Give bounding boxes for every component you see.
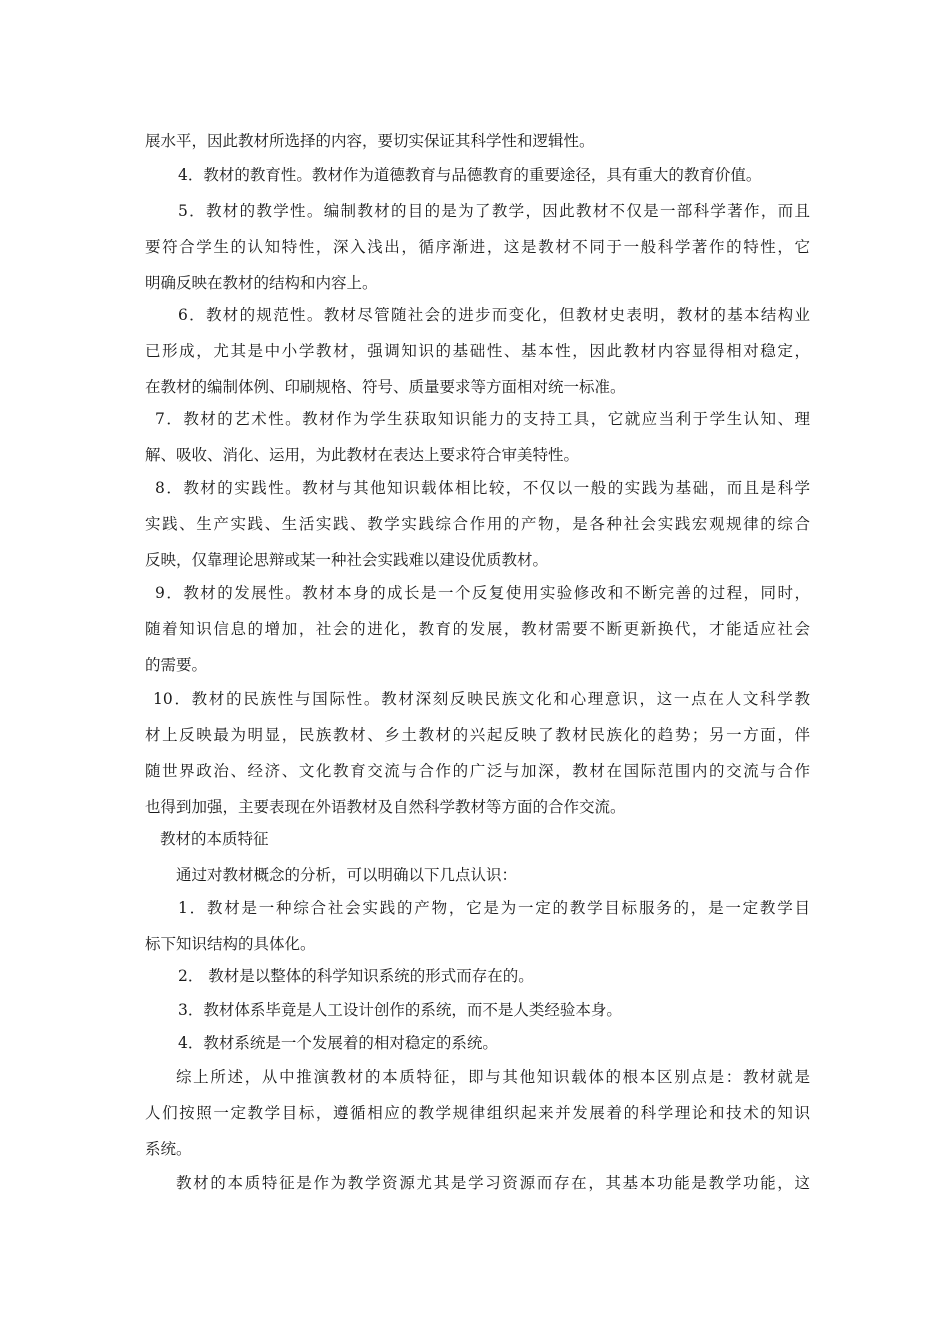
text-line: 6．教材的规范性。教材尽管随社会的进步而变化，但教材史表明，教材的基本结构业 xyxy=(178,306,810,324)
text-line: 3．教材体系毕竟是人工设计创作的系统，而不是人类经验本身。 xyxy=(178,1001,622,1019)
text-line: 在教材的编制体例、印刷规格、符号、质量要求等方面相对统一标准。 xyxy=(145,378,626,396)
text-line: 4．教材系统是一个发展着的相对稳定的系统。 xyxy=(178,1034,498,1052)
text-line: 通过对教材概念的分析，可以明确以下几点认识： xyxy=(176,866,518,884)
section-heading: 教材的本质特征 xyxy=(160,830,269,848)
text-line: 反映，仅靠理论思辩或某一种社会实践难以建设优质教材。 xyxy=(145,551,549,569)
text-line: 7．教材的艺术性。教材作为学生获取知识能力的支持工具，它就应当利于学生认知、理 xyxy=(155,410,810,428)
text-line: 材上反映最为明显，民族教材、乡土教材的兴起反映了教材民族化的趋势；另一方面，伴 xyxy=(145,726,810,744)
text-line: 9．教材的发展性。教材本身的成长是一个反复使用实验修改和不断完善的过程，同时， xyxy=(155,584,810,602)
text-line: 展水平，因此教材所选择的内容，要切实保证其科学性和逻辑性。 xyxy=(145,132,595,150)
text-line: 综上所述，从中推演教材的本质特征，即与其他知识载体的根本区别点是：教材就是 xyxy=(176,1068,810,1086)
text-line: 10．教材的民族性与国际性。教材深刻反映民族文化和心理意识，这一点在人文科学教 xyxy=(153,690,810,708)
text-line: 明确反映在教材的结构和内容上。 xyxy=(145,274,378,292)
text-line: 解、吸收、消化、运用，为此教材在表达上要求符合审美特性。 xyxy=(145,446,580,464)
text-line: 也得到加强，主要表现在外语教材及自然科学教材等方面的合作交流。 xyxy=(145,798,626,816)
text-line: 人们按照一定教学目标，遵循相应的教学规律组织起来并发展着的科学理论和技术的知识 xyxy=(145,1104,810,1122)
text-line: 已形成，尤其是中小学教材，强调知识的基础性、基本性，因此教材内容显得相对稳定， xyxy=(145,342,810,360)
text-line: 教材的本质特征是作为教学资源尤其是学习资源而存在，其基本功能是教学功能，这 xyxy=(176,1174,810,1192)
text-line: 的需要。 xyxy=(145,656,208,674)
text-line: 5．教材的教学性。编制教材的目的是为了教学，因此教材不仅是一部科学著作，而且 xyxy=(178,202,810,220)
text-line: 4．教材的教育性。教材作为道德教育与品德教育的重要途径，具有重大的教育价值。 xyxy=(178,166,762,184)
text-line: 8．教材的实践性。教材与其他知识载体相比较，不仅以一般的实践为基础，而且是科学 xyxy=(155,479,810,497)
text-line: 1．教材是一种综合社会实践的产物，它是为一定的教学目标服务的，是一定教学目 xyxy=(178,899,810,917)
text-line: 随世界政治、经济、文化教育交流与合作的广泛与加深，教材在国际范围内的交流与合作 xyxy=(145,762,810,780)
text-line: 标下知识结构的具体化。 xyxy=(145,935,316,953)
text-line: 系统。 xyxy=(145,1140,192,1158)
text-line: 实践、生产实践、生活实践、教学实践综合作用的产物，是各种社会实践宏观规律的综合 xyxy=(145,515,810,533)
text-line: 2． 教材是以整体的科学知识系统的形式而存在的。 xyxy=(178,967,534,985)
text-line: 要符合学生的认知特性，深入浅出，循序渐进，这是教材不同于一般科学著作的特性，它 xyxy=(145,238,810,256)
text-line: 随着知识信息的增加，社会的进化，教育的发展，教材需要不断更新换代，才能适应社会 xyxy=(145,620,810,638)
